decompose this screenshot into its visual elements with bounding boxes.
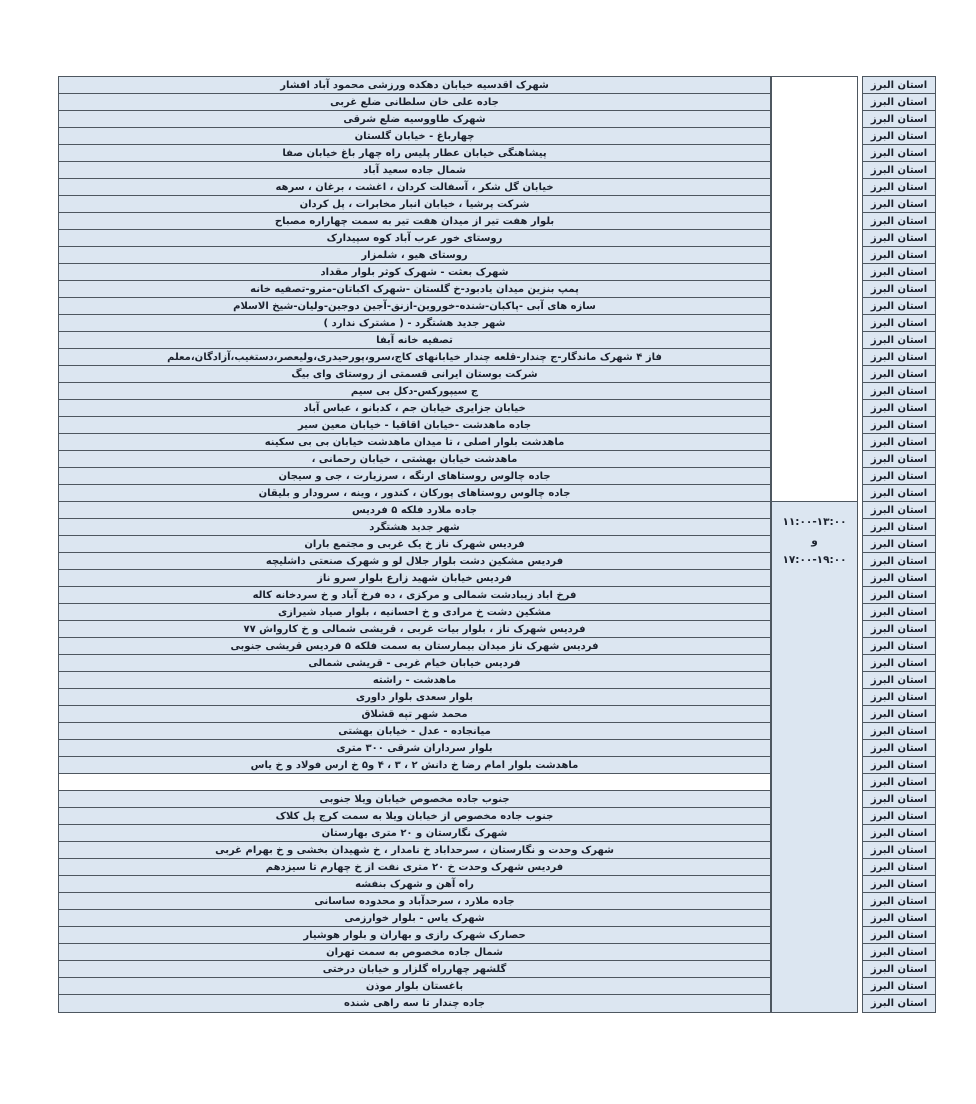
- province-cell[interactable]: استان البرز: [863, 621, 935, 638]
- province-cell[interactable]: استان البرز: [863, 944, 935, 961]
- province-cell[interactable]: استان البرز: [863, 774, 935, 791]
- province-cell[interactable]: استان البرز: [863, 485, 935, 502]
- province-cell[interactable]: استان البرز: [863, 77, 935, 94]
- time-range-1: ۱۱:۰۰-۱۳:۰۰: [782, 516, 847, 528]
- province-cell[interactable]: استان البرز: [863, 349, 935, 366]
- province-cell[interactable]: استان البرز: [863, 689, 935, 706]
- province-cell[interactable]: استان البرز: [863, 281, 935, 298]
- province-cell[interactable]: استان البرز: [863, 94, 935, 111]
- location-column: [58, 76, 771, 1013]
- location-cell[interactable]: ج سیپورکس-دکل بی سیم: [59, 383, 770, 400]
- province-cell[interactable]: استان البرز: [863, 298, 935, 315]
- location-cell[interactable]: ماهدشت خیابان بهشتی ، خیابان رحمانی ،: [59, 451, 770, 468]
- location-cell[interactable]: شهرک طاووسیه ضلع شرقی: [59, 111, 770, 128]
- location-cell[interactable]: باغستان بلوار موذن: [59, 978, 770, 995]
- province-cell[interactable]: استان البرز: [863, 910, 935, 927]
- time-conjunction: و: [811, 535, 818, 547]
- province-cell[interactable]: استان البرز: [863, 757, 935, 774]
- time-column: [771, 76, 858, 1013]
- province-cell[interactable]: استان البرز: [863, 315, 935, 332]
- location-cell[interactable]: خیابان جزایری خیابان جم ، کدبانو ، عباس آباد: [59, 400, 770, 417]
- province-cell[interactable]: استان البرز: [863, 536, 935, 553]
- province-cell[interactable]: استان البرز: [863, 383, 935, 400]
- province-cell[interactable]: استان البرز: [863, 927, 935, 944]
- time-range-2: ۱۷:۰۰-۱۹:۰۰: [782, 554, 847, 566]
- location-cell[interactable]: فردیس مشکین دشت بلوار جلال لو و شهرک صنعتی داشلیچه: [59, 553, 770, 570]
- location-cell[interactable]: فرخ اباد زیبادشت شمالی و مرکزی ، ده فرخ آباد و خ سردخانه کاله: [59, 587, 770, 604]
- province-cell[interactable]: استان البرز: [863, 570, 935, 587]
- location-cell[interactable]: خیابان گل شکر ، آسفالت کردان ، اغشت ، برغان ، سرهه: [59, 179, 770, 196]
- province-cell[interactable]: استان البرز: [863, 604, 935, 621]
- province-cell[interactable]: استان البرز: [863, 995, 935, 1012]
- province-cell[interactable]: استان البرز: [863, 553, 935, 570]
- location-cell[interactable]: فردیس خیابان خیام غربی - قریشی شمالی: [59, 655, 770, 672]
- location-cell[interactable]: شهرک وحدت و نگارستان ، سرحداباد خ نامدار ، خ شهیدان بخشی و خ بهرام غربی: [59, 842, 770, 859]
- location-cell[interactable]: پیشاهنگی خیابان عطار پلیس راه چهار باغ خیابان صفا: [59, 145, 770, 162]
- location-cell[interactable]: مشکین دشت خ مرادی و خ احسانیه ، بلوار صیاد شیرازی: [59, 604, 770, 621]
- location-cell[interactable]: جاده ماهدشت -خیابان اقاقیا - خیابان معین سیر: [59, 417, 770, 434]
- province-cell[interactable]: استان البرز: [863, 723, 935, 740]
- location-cell[interactable]: ماهدشت - راشته: [59, 672, 770, 689]
- province-cell[interactable]: استان البرز: [863, 706, 935, 723]
- location-cell[interactable]: شهرک نگارستان و ۲۰ متری بهارستان: [59, 825, 770, 842]
- province-cell[interactable]: استان البرز: [863, 876, 935, 893]
- location-cell[interactable]: محمد شهر تپه قشلاق: [59, 706, 770, 723]
- location-cell[interactable]: بلوار سرداران شرقی ۳۰۰ متری: [59, 740, 770, 757]
- province-cell[interactable]: استان البرز: [863, 808, 935, 825]
- location-cell[interactable]: شهرک یاس - بلوار خوارزمی: [59, 910, 770, 927]
- location-cell[interactable]: شرکت بوستان ایرانی قسمتی از روستای وای بیگ: [59, 366, 770, 383]
- location-cell[interactable]: جنوب جاده مخصوص از خیابان ویلا به سمت کرج پل کلاک: [59, 808, 770, 825]
- location-cell[interactable]: جاده چالوس روستاهای ارنگه ، سرزیارت ، جی و سیجان: [59, 468, 770, 485]
- location-cell[interactable]: ماهدشت بلوار اصلی ، تا میدان ماهدشت خیابان بی بی سکینه: [59, 434, 770, 451]
- province-cell[interactable]: استان البرز: [863, 145, 935, 162]
- province-cell[interactable]: استان البرز: [863, 672, 935, 689]
- province-cell[interactable]: استان البرز: [863, 451, 935, 468]
- province-cell[interactable]: استان البرز: [863, 366, 935, 383]
- location-cell[interactable]: فردیس شهرک ناز ، بلوار بیات غربی ، قریشی شمالی و خ کارواش ۷۷: [59, 621, 770, 638]
- location-cell[interactable]: تصفیه خانه آبفا: [59, 332, 770, 349]
- province-cell[interactable]: استان البرز: [863, 332, 935, 349]
- location-cell[interactable]: جاده ملارد فلکه ۵ فردیس: [59, 502, 770, 519]
- location-cell[interactable]: راه آهن و شهرک بنفشه: [59, 876, 770, 893]
- location-cell[interactable]: فردیس خیابان شهید زارع بلوار سرو ناز: [59, 570, 770, 587]
- location-cell[interactable]: فردیس شهرک وحدت خ ۲۰ متری نفت از خ چهارم تا سیزدهم: [59, 859, 770, 876]
- province-cell[interactable]: استان البرز: [863, 230, 935, 247]
- location-cell[interactable]: پمپ بنزین میدان یادبود-خ گلستان -شهرک اکباتان-مترو-تصفیه خانه: [59, 281, 770, 298]
- location-cell[interactable]: روستای خور عرب آباد کوه سپیدارک: [59, 230, 770, 247]
- location-cell[interactable]: شمال جاده مخصوص به سمت تهران: [59, 944, 770, 961]
- location-cell[interactable]: شرکت پرشیا ، خیابان انبار مخابرات ، پل کردان: [59, 196, 770, 213]
- province-cell[interactable]: استان البرز: [863, 638, 935, 655]
- province-cell[interactable]: استان البرز: [863, 128, 935, 145]
- province-cell[interactable]: استان البرز: [863, 264, 935, 281]
- province-cell[interactable]: استان البرز: [863, 162, 935, 179]
- province-cell[interactable]: استان البرز: [863, 587, 935, 604]
- province-cell[interactable]: استان البرز: [863, 468, 935, 485]
- location-cell[interactable]: شمال جاده سعید آباد: [59, 162, 770, 179]
- province-cell[interactable]: استان البرز: [863, 961, 935, 978]
- province-cell[interactable]: استان البرز: [863, 111, 935, 128]
- location-cell[interactable]: بلوار سعدی بلوار داوری: [59, 689, 770, 706]
- location-cell[interactable]: فردیس شهرک ناز خ یک غربی و مجتمع باران: [59, 536, 770, 553]
- location-cell[interactable]: سازه های آبی -پاکبان-شنده-خوروین-ازنق-آجین دوجین-ولیان-شیخ الاسلام: [59, 298, 770, 315]
- province-cell[interactable]: استان البرز: [863, 825, 935, 842]
- province-cell[interactable]: استان البرز: [863, 791, 935, 808]
- province-cell[interactable]: استان البرز: [863, 417, 935, 434]
- province-cell[interactable]: استان البرز: [863, 196, 935, 213]
- location-cell[interactable]: فاز ۴ شهرک ماندگار-ج چندار-قلعه چندار خیابانهای کاج،سرو،پورحیدری،ولیعصر،دستغیب،آزادگان،معلم: [59, 349, 770, 366]
- province-cell[interactable]: استان البرز: [863, 519, 935, 536]
- province-cell[interactable]: استان البرز: [863, 247, 935, 264]
- location-cell[interactable]: گلشهر چهارراه گلزار و خیابان درختی: [59, 961, 770, 978]
- province-cell[interactable]: استان البرز: [863, 859, 935, 876]
- location-cell[interactable]: جاده چندار تا سه راهی شنده: [59, 995, 770, 1012]
- location-cell[interactable]: جاده علی خان سلطانی ضلع غربی: [59, 94, 770, 111]
- time-window-cell[interactable]: [772, 502, 857, 1012]
- province-cell[interactable]: استان البرز: [863, 213, 935, 230]
- location-cell[interactable]: جاده چالوس روستاهای پورکان ، کندور ، وینه ، سرودار و بلیقان: [59, 485, 770, 502]
- province-cell[interactable]: استان البرز: [863, 655, 935, 672]
- province-cell[interactable]: استان البرز: [863, 502, 935, 519]
- location-cell[interactable]: میانجاده - عدل - خیابان بهشتی: [59, 723, 770, 740]
- location-cell[interactable]: شهرک بعثت - شهرک کوثر بلوار مقداد: [59, 264, 770, 281]
- location-cell-empty[interactable]: [59, 774, 770, 791]
- province-cell[interactable]: استان البرز: [863, 434, 935, 451]
- province-cell[interactable]: استان البرز: [863, 179, 935, 196]
- province-column: [862, 76, 936, 1013]
- location-cell[interactable]: ماهدشت بلوار امام رضا خ دانش ۲ ، ۳ ، ۴ و۵ خ ارس فولاد و خ یاس: [59, 757, 770, 774]
- empty-spacer-cell: [772, 77, 857, 502]
- location-cell[interactable]: روستای هیو ، شلمزار: [59, 247, 770, 264]
- location-cell[interactable]: جنوب جاده مخصوص خیابان ویلا جنوبی: [59, 791, 770, 808]
- location-cell[interactable]: بلوار هفت تیر از میدان هفت تیر به سمت چهاراره مصباح: [59, 213, 770, 230]
- location-cell[interactable]: شهر جدید هشتگرد: [59, 519, 770, 536]
- location-cell[interactable]: چهارباغ - خیابان گلستان: [59, 128, 770, 145]
- province-cell[interactable]: استان البرز: [863, 978, 935, 995]
- location-cell[interactable]: شهرک اقدسیه خیابان دهکده ورزشی محمود آباد افشار: [59, 77, 770, 94]
- location-cell[interactable]: شهر جدید هشتگرد - ( مشترک ندارد ): [59, 315, 770, 332]
- province-cell[interactable]: استان البرز: [863, 400, 935, 417]
- location-cell[interactable]: جاده ملارد ، سرحدآباد و محدوده ساسانی: [59, 893, 770, 910]
- location-cell[interactable]: حصارک شهرک رازی و بهاران و بلوار هوشیار: [59, 927, 770, 944]
- location-cell[interactable]: فردیس شهرک ناز میدان بیمارستان به سمت فلکه ۵ فردیس قریشی جنوبی: [59, 638, 770, 655]
- province-cell[interactable]: استان البرز: [863, 893, 935, 910]
- province-cell[interactable]: استان البرز: [863, 740, 935, 757]
- province-cell[interactable]: استان البرز: [863, 842, 935, 859]
